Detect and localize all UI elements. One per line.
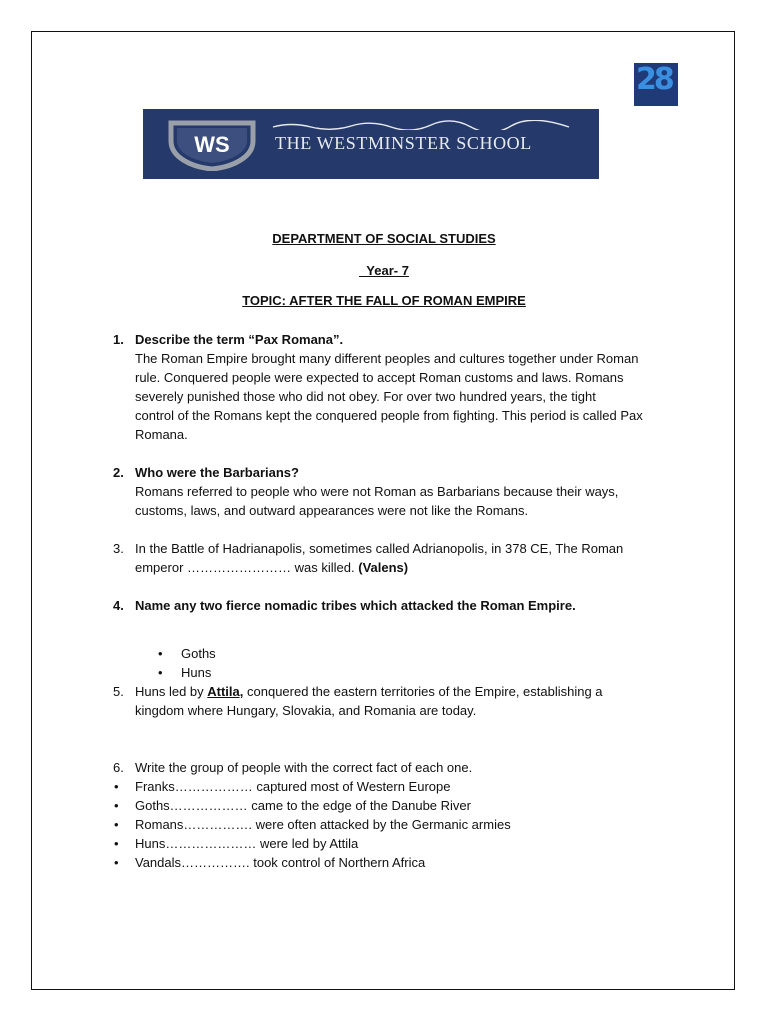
q5-text <box>135 682 603 701</box>
q2-answer-line: Romans referred to people who were not Roman as Barbarians because their ways, <box>135 484 619 499</box>
bullet-icon: • <box>114 855 119 870</box>
bullet-icon: • <box>158 646 163 661</box>
logo-letters: WS <box>194 132 230 157</box>
q6-question: Write the group of people with the correct fact of each one. <box>135 760 473 775</box>
q5-post: conquered the eastern territories of the Empire, establishing a <box>243 684 603 699</box>
q1-answer-line: Romana. <box>135 427 188 442</box>
q1-number: 1. <box>113 332 124 347</box>
q1-answer-line: The Roman Empire brought many different peoples and cultures together under Roman <box>135 351 639 366</box>
anniversary-badge <box>634 63 678 106</box>
badge-text: 28 <box>636 62 672 97</box>
q6-item: Franks……………… captured most of Western Europe <box>135 779 451 794</box>
topic-title: TOPIC: AFTER THE FALL OF ROMAN EMPIRE <box>242 293 526 308</box>
q5-text-line2: kingdom where Hungary, Slovakia, and Romania are today. <box>135 703 477 718</box>
q3-text-line2 <box>135 558 408 577</box>
q6-number: 6. <box>113 760 124 775</box>
q2-question: Who were the Barbarians? <box>135 465 299 480</box>
bullet-icon: • <box>158 665 163 680</box>
q5-pre: Huns led by <box>135 684 208 699</box>
arabic-script-decoration <box>271 120 571 130</box>
q6-item: Romans……………. were often attacked by the Germanic armies <box>135 817 511 832</box>
q3-number: 3. <box>113 541 124 556</box>
q2-number: 2. <box>113 465 124 480</box>
q5-answer-name: Attila, <box>207 684 244 699</box>
q3-answer: (Valens) <box>358 560 409 575</box>
q1-answer-line: rule. Conquered people were expected to accept Roman customs and laws. Romans <box>135 370 624 385</box>
q3-text: In the Battle of Hadrianapolis, sometimes called Adrianopolis, in 378 CE, The Roman <box>135 541 624 556</box>
q4-answer-item: Huns <box>181 665 212 680</box>
q4-number: 4. <box>113 598 124 613</box>
q4-answer-item: Goths <box>181 646 216 661</box>
bullet-icon: • <box>114 817 119 832</box>
q3-blank-text: emperor …………………… was killed. <box>135 560 355 575</box>
department-title: DEPARTMENT OF SOCIAL STUDIES <box>272 231 496 246</box>
school-name: THE WESTMINSTER SCHOOL <box>275 133 532 153</box>
school-shield-logo <box>167 119 257 171</box>
q6-item: Huns………………… were led by Attila <box>135 836 359 851</box>
q6-item: Goths……………… came to the edge of the Danube River <box>135 798 471 813</box>
q6-item: Vandals……………. took control of Northern Africa <box>135 855 426 870</box>
q1-answer-line: control of the Romans kept the conquered people from fighting. This period is called Pax <box>135 408 643 423</box>
q5-number: 5. <box>113 684 124 699</box>
bullet-icon: • <box>114 798 119 813</box>
bullet-icon: • <box>114 836 119 851</box>
q4-question: Name any two fierce nomadic tribes which attacked the Roman Empire. <box>135 598 576 613</box>
year-label: _Year- 7 <box>359 263 409 278</box>
q1-answer-line: severely punished those who did not obey. For over two hundred years, the tight <box>135 389 596 404</box>
school-banner <box>143 109 599 179</box>
q1-question: Describe the term “Pax Romana”. <box>135 332 344 347</box>
q2-answer-line: customs, laws, and outward appearances were not like the Romans. <box>135 503 529 518</box>
bullet-icon: • <box>114 779 119 794</box>
